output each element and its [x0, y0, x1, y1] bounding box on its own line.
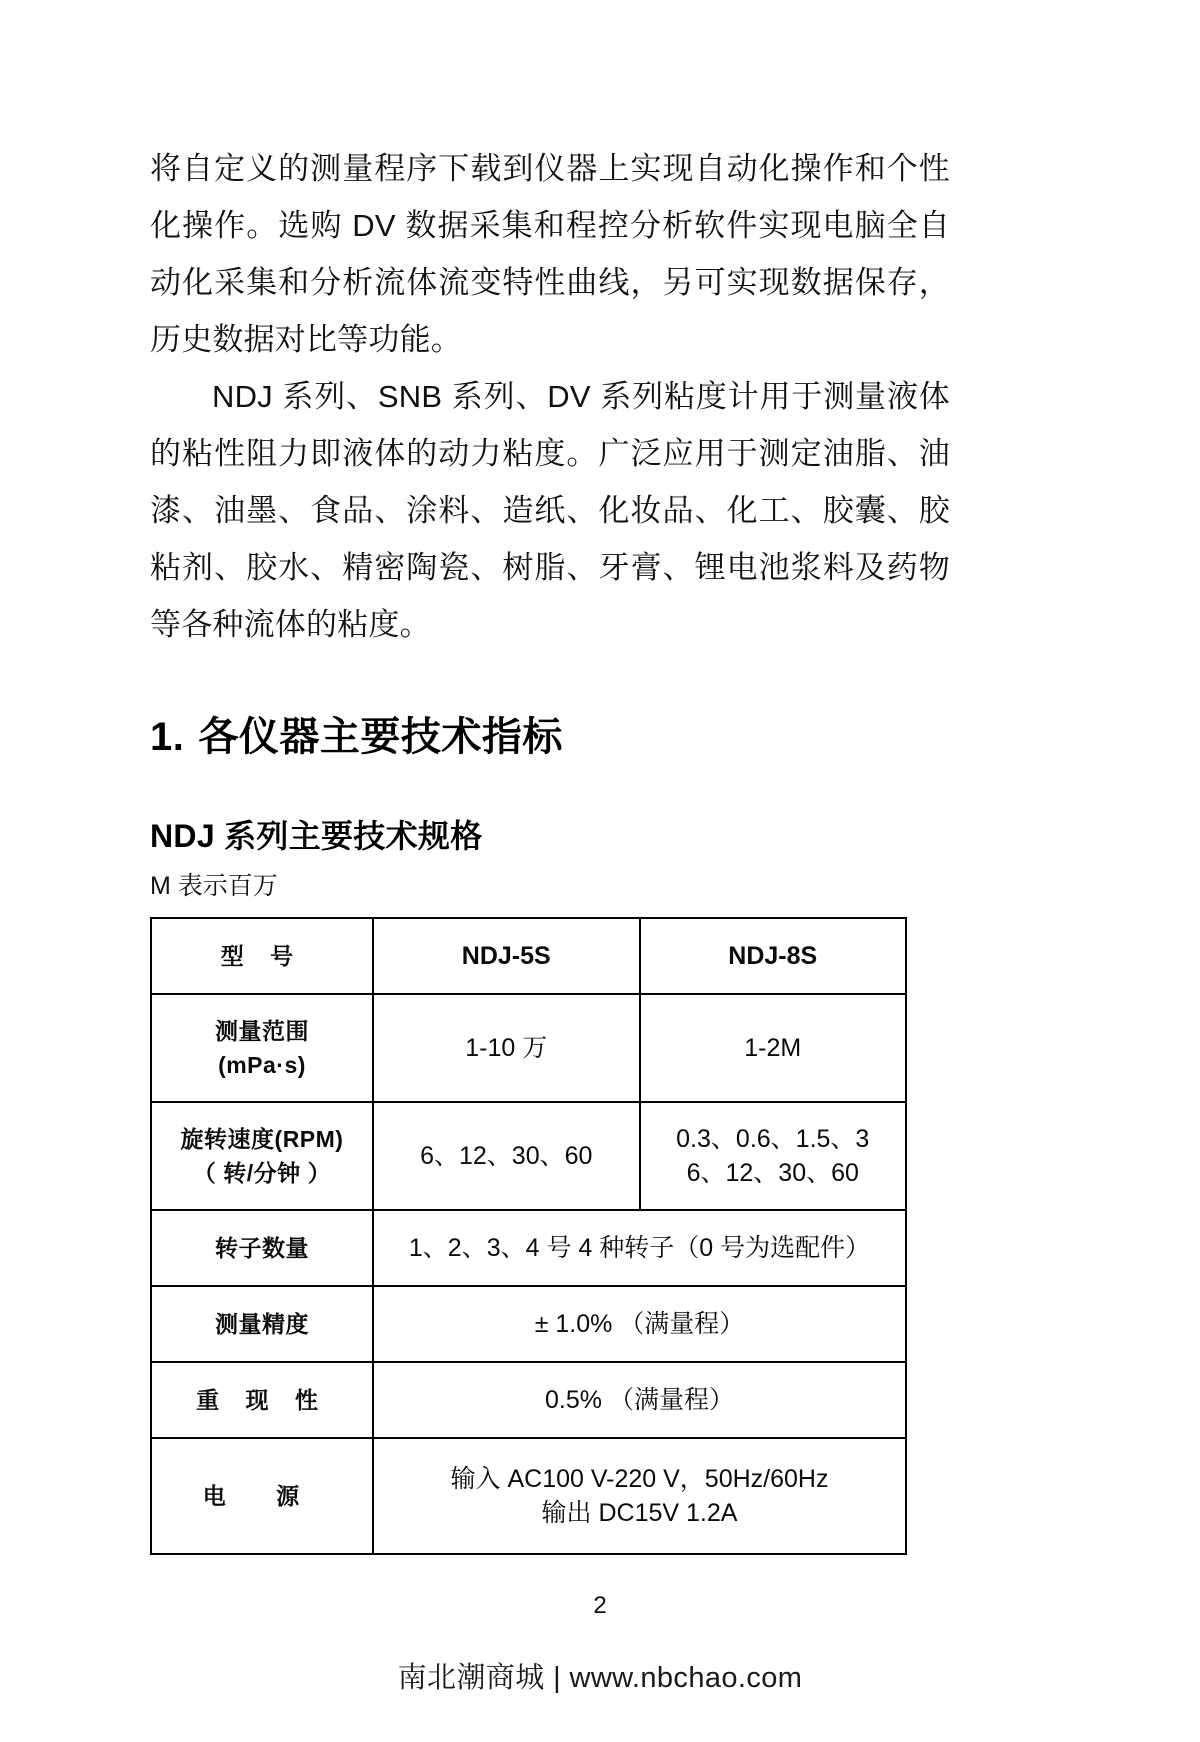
cell-power-line2: 输出 DC15V 1.2A: [541, 1499, 738, 1527]
cell-rpm-ndj8s: [640, 1102, 907, 1210]
row-label-rotor-count: 转子数量: [151, 1210, 373, 1286]
table-header-ndj5s: NDJ-5S: [373, 918, 640, 994]
table-row: [151, 1102, 906, 1210]
cell-rpm-ndj5s: 6、12、30、60: [373, 1102, 640, 1210]
row-label-rotation-speed: [151, 1102, 373, 1210]
table-header-model: 型 号: [151, 918, 373, 994]
cell-rotor-count: 1、2、3、4 号 4 种转子（0 号为选配件）: [373, 1210, 906, 1286]
table-row: [151, 1362, 906, 1438]
table-row: [151, 994, 906, 1102]
cell-power-supply: [373, 1438, 906, 1554]
cell-power-line1: 输入 AC100 V-220 V，50Hz/60Hz: [450, 1465, 829, 1493]
table-header-ndj8s: NDJ-8S: [640, 918, 907, 994]
subsection-heading: NDJ 系列主要技术规格: [150, 818, 483, 854]
cell-rpm-ndj8s-line2: 6、12、30、60: [686, 1159, 859, 1187]
cell-range-ndj8s: 1-2M: [640, 994, 907, 1102]
row-label-line1: 旋转速度(RPM): [180, 1126, 344, 1152]
row-label-line2: （ 转/分钟 ）: [192, 1160, 332, 1186]
cell-accuracy: ± 1.0% （满量程）: [373, 1286, 906, 1362]
page-content: [150, 140, 950, 1555]
section-heading: [150, 711, 950, 763]
table-row: [151, 1438, 906, 1554]
cell-range-ndj5s: 1-10 万: [373, 994, 640, 1102]
row-label-accuracy: 测量精度: [151, 1286, 373, 1362]
table-row: [151, 1286, 906, 1362]
row-label-line2: (mPa·s): [218, 1052, 306, 1078]
section-title: 各仪器主要技术指标: [198, 715, 563, 759]
row-label-line1: 测量范围: [215, 1018, 309, 1044]
table-row: [151, 1210, 906, 1286]
table-note: M 表示百万: [150, 872, 278, 900]
section-number: 1.: [150, 715, 185, 759]
page-footer: 南北潮商城 | www.nbchao.com: [397, 1662, 803, 1694]
body-paragraph-2: NDJ 系列、SNB 系列、DV 系列粘度计用于测量液体的粘性阻力即液体的动力粘度。广泛应用于测定油脂、油漆、油墨、食品、涂料、造纸、化妆品、化工、胶囊、胶粘剂、胶水、精密陶瓷、树脂、牙膏、锂电池浆料及药物等各种流体的粘度。: [150, 379, 950, 642]
spec-table: [150, 917, 907, 1555]
row-label-repeatability: 重 现 性: [151, 1362, 373, 1438]
cell-rpm-ndj8s-line1: 0.3、0.6、1.5、3: [676, 1125, 870, 1153]
page-number: 2: [593, 1592, 607, 1619]
body-paragraph-1: 将自定义的测量程序下载到仪器上实现自动化操作和个性化操作。选购 DV 数据采集和程控分析软件实现电脑全自动化采集和分析流体流变特性曲线，另可实现数据保存，历史数据对比等功能。: [150, 151, 950, 357]
row-label-power-supply: 电 源: [151, 1438, 373, 1554]
table-row: [151, 918, 906, 994]
row-label-measuring-range: [151, 994, 373, 1102]
cell-repeatability: 0.5% （满量程）: [373, 1362, 906, 1438]
